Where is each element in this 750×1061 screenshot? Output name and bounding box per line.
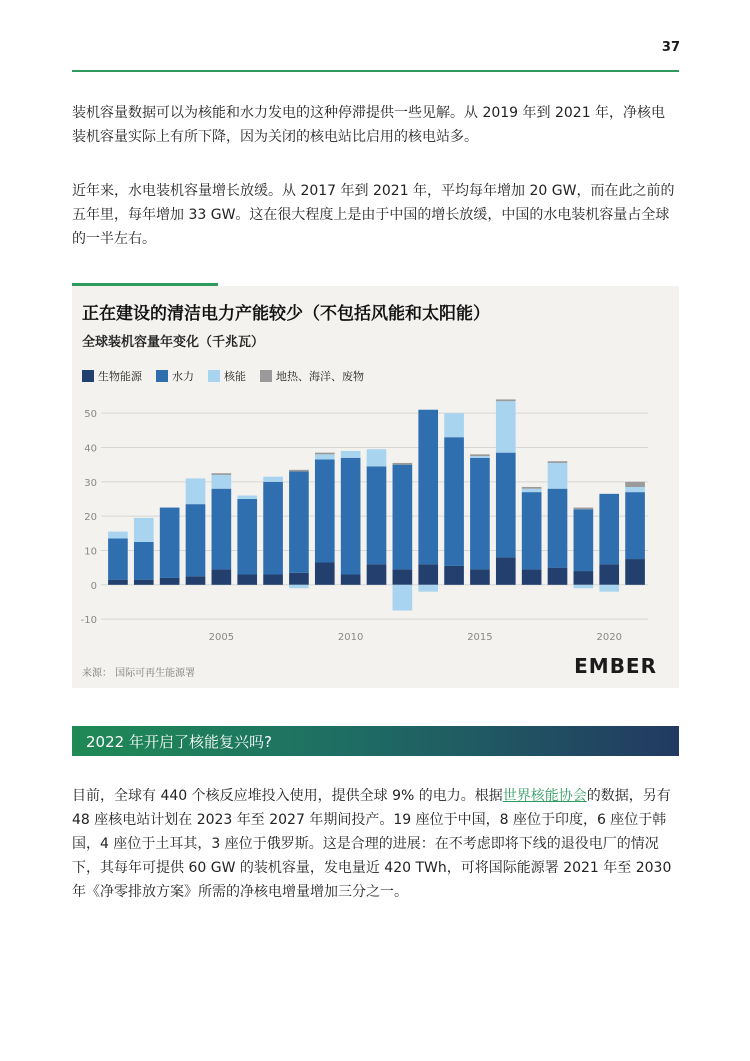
- section-heading: 2022 年开启了核能复兴吗?: [86, 733, 272, 751]
- bar-segment: [315, 460, 335, 563]
- bar-segment: [574, 509, 594, 571]
- bar-segment: [625, 492, 645, 559]
- bar-segment: [470, 456, 490, 458]
- bar-segment: [341, 575, 361, 585]
- bar-segment: [574, 508, 594, 510]
- bar-segment: [574, 571, 594, 585]
- bar-segment: [393, 465, 413, 570]
- y-tick-label: 40: [84, 443, 97, 455]
- y-tick-label: -10: [80, 615, 97, 627]
- bar-segment: [418, 564, 438, 585]
- x-tick-label: 2005: [208, 632, 235, 643]
- bar-segment: [289, 472, 309, 573]
- bar-segment: [186, 478, 206, 504]
- stacked-bar-chart: [72, 286, 679, 688]
- bar-segment: [470, 458, 490, 570]
- bar-segment: [186, 576, 206, 585]
- bar-segment: [599, 494, 619, 564]
- bar-segment: [341, 458, 361, 575]
- legend-label: 生物能源: [98, 370, 142, 383]
- bar-segment: [237, 496, 257, 499]
- bar-segment: [548, 461, 568, 463]
- bar-segment: [625, 482, 645, 487]
- x-tick-label: 2015: [467, 632, 493, 643]
- bar-segment: [522, 489, 542, 492]
- bar-segment: [470, 569, 490, 584]
- y-tick-label: 30: [84, 477, 97, 489]
- bar-segment: [186, 504, 206, 576]
- bar-segment: [212, 473, 232, 475]
- bar-segment: [289, 573, 309, 585]
- ember-logo: EMBER: [574, 654, 657, 678]
- legend-label: 水力: [172, 370, 194, 383]
- bar-segment: [315, 562, 335, 584]
- bar-segment: [134, 518, 154, 542]
- bar-segment: [522, 487, 542, 489]
- bar-segment: [108, 580, 128, 585]
- bar-segment: [444, 437, 464, 566]
- paragraph-hydro-slowdown: 近年来，水电装机容量增长放缓。从 2017 年到 2021 年，平均每年增加 20 GW，而在此之前的五年里，每年增加 33 GW。这在很大程度上是由于中国的增长放缓，中国的水电装机容量占全球的一半左右。: [72, 183, 675, 247]
- bar-segment: [212, 489, 232, 570]
- bar-segment: [548, 489, 568, 568]
- bar-segment: [599, 564, 619, 585]
- legend-label: 地热、海洋、废物: [276, 370, 364, 383]
- bar-segment: [393, 463, 413, 465]
- paragraph-nuclear-hydro-stagnation: 装机容量数据可以为核能和水力发电的这种停滞提供一些见解。从 2019 年到 2021 年，净核电装机容量实际上有所下降，因为关闭的核电站比启用的核电站多。: [72, 105, 666, 145]
- chart-title: 正在建设的清洁电力产能较少（不包括风能和太阳能）: [82, 304, 490, 324]
- bar-segment: [263, 477, 283, 482]
- bar-segment: [212, 569, 232, 584]
- bar-segment: [367, 449, 387, 466]
- bar-segment: [160, 578, 180, 585]
- bar-segment: [367, 466, 387, 564]
- bar-segment: [548, 463, 568, 489]
- bar-segment: [134, 542, 154, 580]
- chart-source: 来源： 国际可再生能源署: [82, 668, 196, 679]
- y-tick-label: 20: [84, 512, 97, 524]
- section-heading-banner: [72, 726, 679, 756]
- bar-segment: [496, 399, 516, 401]
- world-nuclear-association-link[interactable]: 世界核能协会: [502, 788, 587, 804]
- bar-segment: [237, 499, 257, 575]
- bar-segment: [418, 585, 438, 592]
- y-tick-label: 10: [84, 546, 97, 558]
- bar-segment: [134, 580, 154, 585]
- bar-segment: [341, 451, 361, 458]
- bar-segment: [548, 568, 568, 585]
- bar-segment: [522, 492, 542, 569]
- chart-subtitle: 全球装机容量年变化（千兆瓦）: [82, 335, 265, 350]
- paragraph-nuclear-revival: [72, 784, 679, 904]
- bar-segment: [444, 566, 464, 585]
- header-divider: [72, 70, 679, 72]
- bar-segment: [289, 470, 309, 472]
- bar-segment: [315, 454, 335, 459]
- bar-segment: [625, 559, 645, 585]
- bar-segment: [315, 453, 335, 455]
- bar-segment: [522, 569, 542, 584]
- bar-segment: [393, 569, 413, 584]
- bar-segment: [108, 532, 128, 539]
- bar-segment: [367, 564, 387, 585]
- bar-segment: [263, 575, 283, 585]
- bar-segment: [599, 585, 619, 592]
- x-tick-label: 2010: [337, 632, 364, 643]
- bar-segment: [263, 482, 283, 575]
- bar-segment: [418, 410, 438, 564]
- bar-segment: [444, 413, 464, 437]
- bar-segment: [574, 585, 594, 588]
- bar-segment: [393, 585, 413, 611]
- bar-segment: [237, 575, 257, 585]
- chart-panel: [72, 286, 679, 688]
- legend-label: 核能: [224, 370, 246, 383]
- bar-segment: [625, 487, 645, 492]
- y-tick-label: 0: [90, 580, 97, 592]
- bar-segment: [160, 508, 180, 578]
- bar-segment: [496, 401, 516, 452]
- bar-segment: [496, 453, 516, 558]
- y-tick-label: 50: [84, 409, 97, 421]
- paragraph-text-end: 的数据，另有 48 座核电站计划在 2023 年至 2027 年期间投产。19 座位于中国，8 座位于印度，6 座位于韩国，4 座位于土耳其，3 座位于俄罗斯。这是合理的进展：在不考虑即将下线的退役电厂的情况下，其每年可提供 60 GW 的装机容量，发电量近 420 TWh，可将国际能源署 2021 年至 2030 年《净零排放方案》所需的净核电增量增加三分之一。: [72, 788, 672, 900]
- bar-segment: [108, 538, 128, 579]
- bar-segment: [212, 475, 232, 489]
- x-tick-label: 2020: [596, 632, 622, 643]
- page-number: 37: [661, 40, 680, 55]
- bar-segment: [470, 454, 490, 456]
- paragraph-text-start: 目前，全球有 440 个核反应堆投入使用，提供全球 9% 的电力。根据: [72, 788, 503, 804]
- bar-segment: [496, 557, 516, 584]
- bar-segment: [289, 585, 309, 588]
